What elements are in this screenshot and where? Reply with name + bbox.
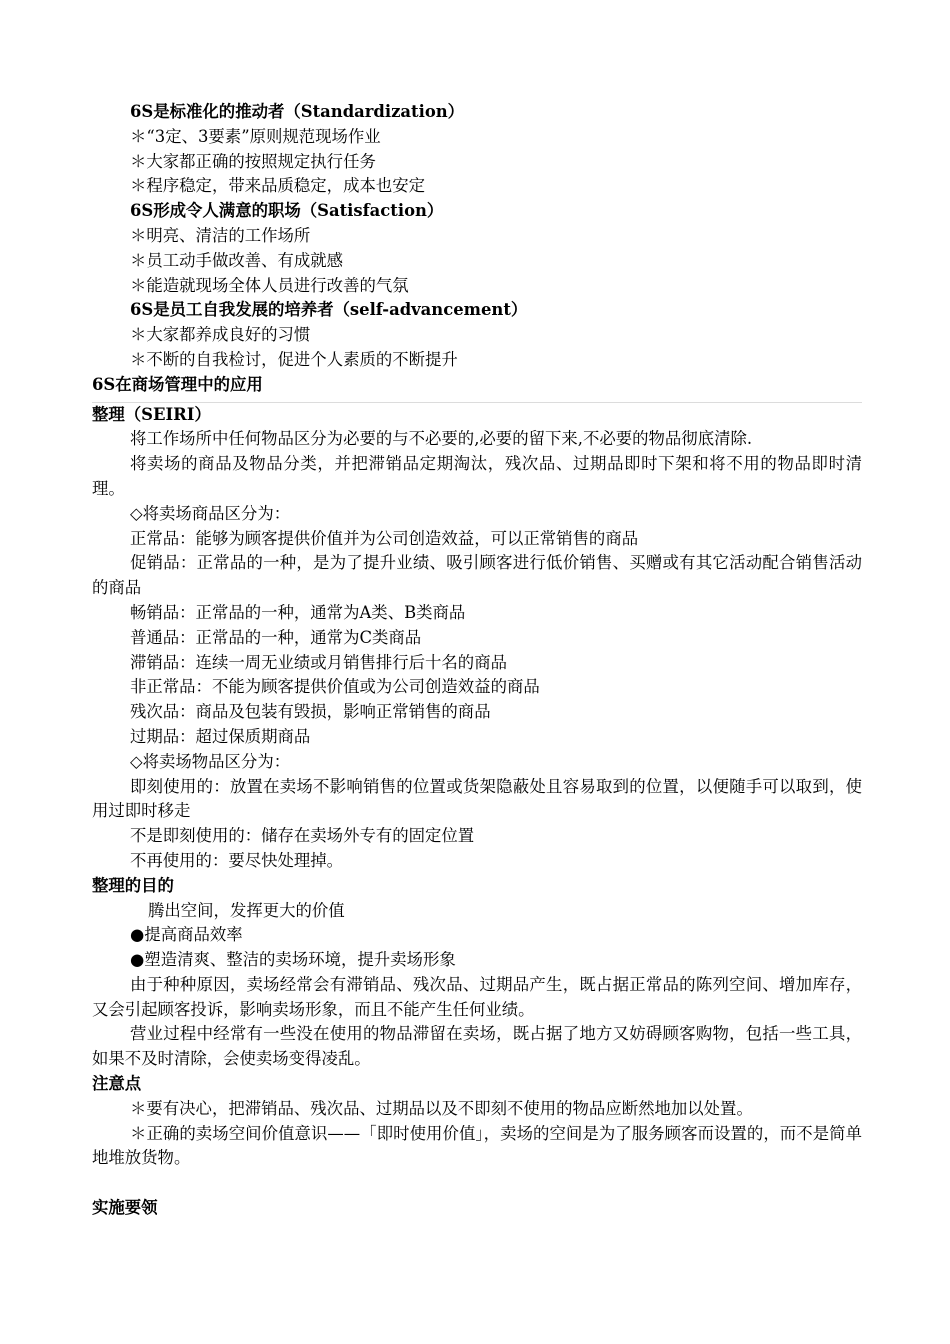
bullet-item: ＊员工动手做改善、有成就感 xyxy=(130,250,344,270)
section-heading-notes: 注意点 xyxy=(92,1074,142,1094)
paragraph: 正常品：能够为顾客提供价值并为公司创造效益，可以正常销售的商品 xyxy=(130,528,639,548)
section-heading-purpose: 整理的目的 xyxy=(92,875,174,895)
subheading-standardization: 6S是标准化的推动者（Standardization） xyxy=(130,102,465,121)
paragraph: 畅销品：正常品的一种，通常为A类、B类商品 xyxy=(130,602,466,622)
blank-line xyxy=(92,1171,862,1196)
section-heading-seiri: 整理（SEIRI） xyxy=(92,404,211,424)
paragraph: 将工作场所中任何物品区分为必要的与不必要的,必要的留下来,不必要的物品彻底清除. xyxy=(130,429,753,449)
paragraph: 过期品：超过保质期商品 xyxy=(130,726,311,746)
bullet-item: ＊“3定、3要素”原则规范现场作业 xyxy=(130,126,381,146)
paragraph: 即刻使用的：放置在卖场不影响销售的位置或货架隐蔽处且容易取到的位置，以便随手可以取到，使用过即时移走 xyxy=(92,776,862,821)
paragraph: 腾出空间，发挥更大的价值 xyxy=(148,900,345,920)
paragraph: 将卖场的商品及物品分类，并把滞销品定期淘汰，残次品、过期品即时下架和将不用的物品即时清理。 xyxy=(92,454,862,498)
bullet-item: ＊能造就现场全体人员进行改善的气氛 xyxy=(130,275,409,295)
paragraph: 滞销品：连续一周无业绩或月销售排行后十名的商品 xyxy=(130,652,507,672)
paragraph: ◇将卖场商品区分为： xyxy=(130,503,291,523)
subheading-satisfaction: 6S形成令人满意的职场（Satisfaction） xyxy=(130,201,444,221)
paragraph: 不再使用的：要尽快处理掉。 xyxy=(130,850,344,870)
bullet-item: ＊不断的自我检讨，促进个人素质的不断提升 xyxy=(130,349,458,369)
paragraph: 非正常品：不能为顾客提供价值或为公司创造效益的商品 xyxy=(130,677,540,697)
document-page xyxy=(92,100,862,1221)
bullet-item: ＊要有决心，把滞销品、残次品、过期品以及不即刻不使用的物品应断然地加以处置。 xyxy=(130,1098,753,1118)
paragraph: 不是即刻使用的：储存在卖场外专有的固定位置 xyxy=(130,826,475,846)
bullet-item: ●提高商品效率 xyxy=(130,925,243,945)
bullet-item: ●塑造清爽、整洁的卖场环境，提升卖场形象 xyxy=(130,950,456,970)
paragraph: 促销品：正常品的一种，是为了提升业绩、吸引顾客进行低价销售、买赠或有其它活动配合销售活动的商品 xyxy=(92,553,862,598)
bullet-item: ＊大家都正确的按照规定执行任务 xyxy=(130,151,376,171)
subheading-self-advancement: 6S是员工自我发展的培养者（self-advancement） xyxy=(130,300,528,320)
bullet-item: ＊明亮、清洁的工作场所 xyxy=(130,225,311,245)
paragraph: 残次品：商品及包装有毁损，影响正常销售的商品 xyxy=(130,702,491,722)
bullet-item: ＊大家都养成良好的习惯 xyxy=(130,325,311,345)
paragraph: 由于种种原因，卖场经常会有滞销品、残次品、过期品产生，既占据正常品的陈列空间、增加库存，又会引起顾客投诉，影响卖场形象，而且不能产生任何业绩。 xyxy=(92,974,862,1019)
section-heading-application: 6S在商场管理中的应用 xyxy=(92,374,263,394)
section-heading-implementation: 实施要领 xyxy=(92,1198,158,1218)
paragraph: ◇将卖场物品区分为： xyxy=(130,751,291,771)
paragraph: 营业过程中经常有一些没在使用的物品滞留在卖场，既占据了地方又妨碍顾客购物，包括一些工具，如果不及时清除，会使卖场变得凌乱。 xyxy=(92,1024,862,1069)
bullet-item: ＊程序稳定，带来品质稳定，成本也安定 xyxy=(130,176,426,196)
paragraph: 普通品：正常品的一种，通常为C类商品 xyxy=(130,627,422,647)
bullet-item: ＊正确的卖场空间价值意识——「即时使用价值」，卖场的空间是为了服务顾客而设置的，而不是简单地堆放货物。 xyxy=(92,1123,862,1168)
